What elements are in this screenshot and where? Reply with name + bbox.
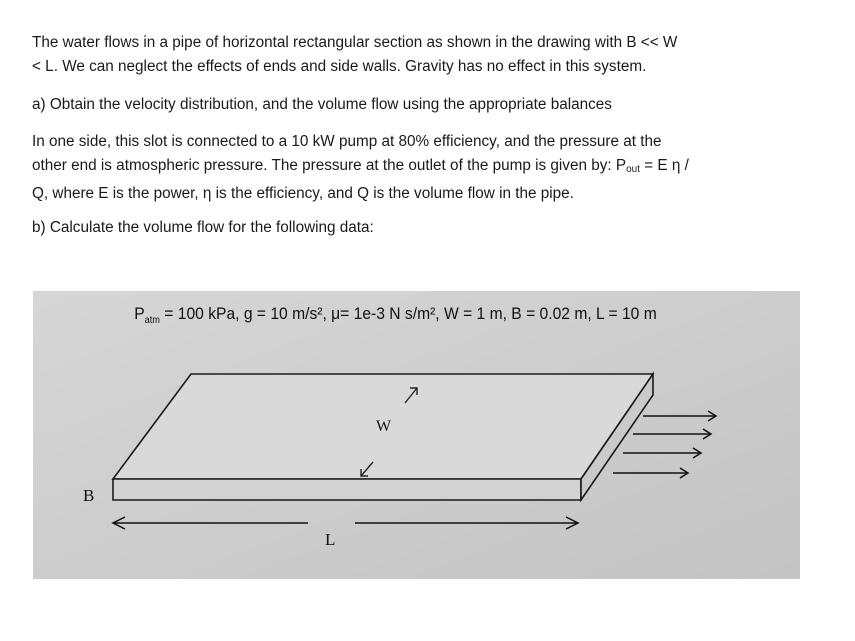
- pump-line-2-post: = E η /: [639, 157, 689, 174]
- label-b: B: [83, 486, 95, 505]
- pump-line-2: [32, 154, 832, 182]
- pout-subscript: out: [626, 164, 640, 175]
- part-a: [32, 93, 832, 117]
- slot-diagram-photo: [33, 291, 800, 579]
- label-w: W: [376, 418, 392, 435]
- intro-line-2: < L. We can neglect the effects of ends and side walls. Gravity has no effect in this system.: [32, 58, 647, 75]
- problem-intro: [32, 31, 832, 79]
- slot-diagram: [33, 291, 800, 579]
- pump-description: [32, 130, 832, 206]
- pump-line-1: In one side, this slot is connected to a 10 kW pump at 80% efficiency, and the pressure at the: [32, 133, 662, 150]
- slab-front-face: [113, 479, 581, 500]
- part-b: [32, 216, 832, 240]
- label-l: L: [325, 530, 336, 549]
- pump-line-2-pre: other end is atmospheric pressure. The pressure at the outlet of the pump is given by: P: [32, 157, 627, 174]
- part-a-text: a) Obtain the velocity distribution, and the volume flow using the appropriate balances: [32, 96, 612, 113]
- pump-line-3: Q, where E is the power, η is the efficiency, and Q is the volume flow in the pipe.: [32, 185, 574, 202]
- intro-line-1: The water flows in a pipe of horizontal rectangular section as shown in the drawing with B << W: [32, 34, 678, 51]
- part-b-text: b) Calculate the volume flow for the following data:: [32, 219, 374, 236]
- given-data: $P_{atm} = 100$ kPa, g = 10 m/s², μ= 1e-3 N s/m², W = 1 m, B = 0.02 m, L = 10 m: [134, 304, 657, 327]
